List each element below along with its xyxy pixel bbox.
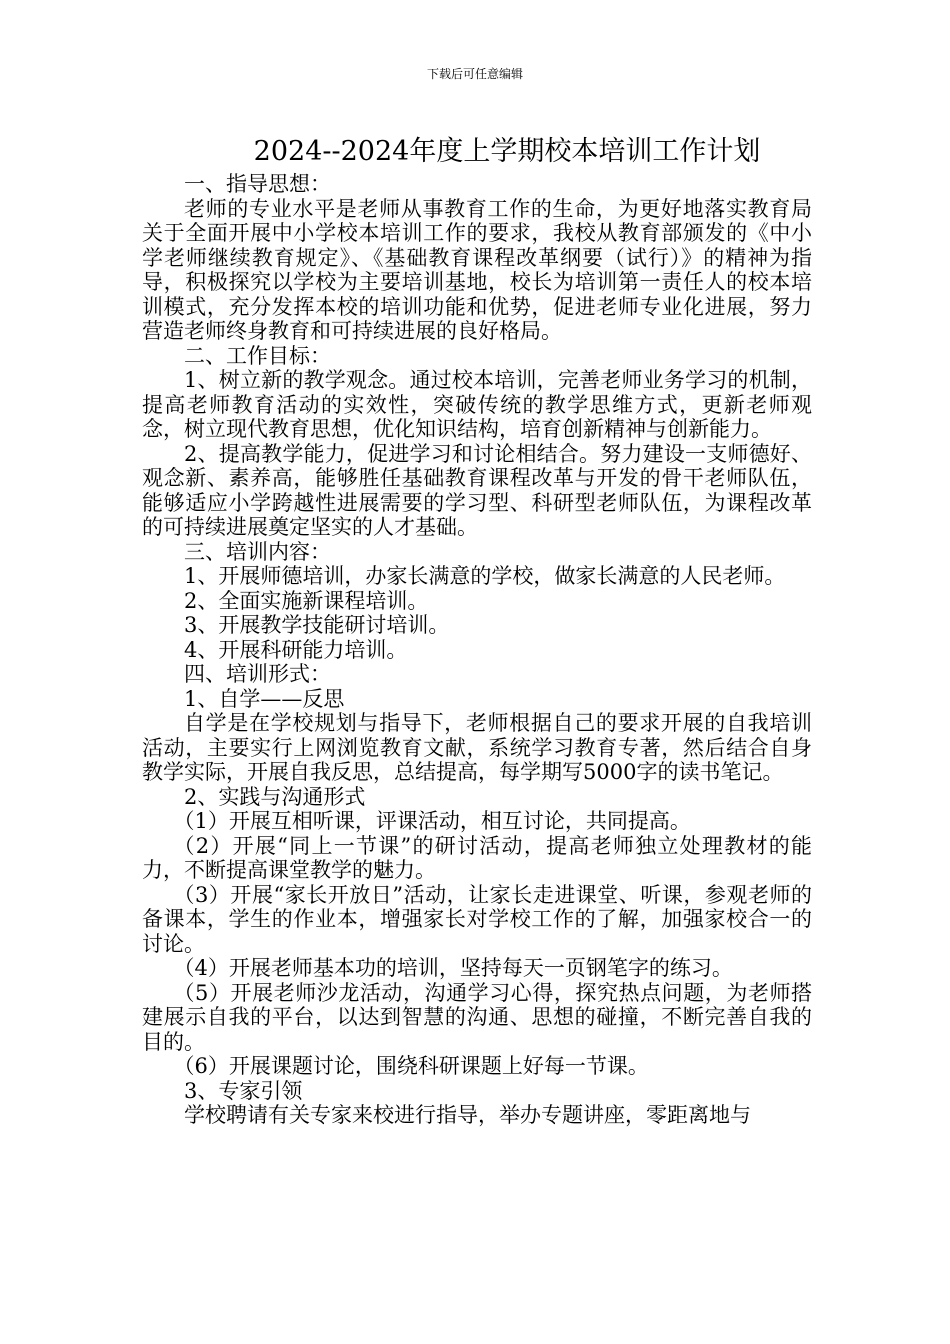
list-item: （2）开展“同上一节课”的研讨活动，提高老师独立处理教材的能力，不断提高课堂教学的魅力。 [142, 833, 812, 882]
subheading: 2、实践与沟通形式 [184, 784, 366, 809]
subheading: 3、专家引领 [184, 1078, 303, 1103]
page-header-note: 下载后可任意编辑 [426, 67, 523, 81]
document-title: 2024--2024年度上学期校本培训工作计划 [253, 136, 761, 167]
list-item: （4）开展老师基本功的培训，坚持每天一页钢笔字的练习。 [173, 956, 733, 980]
paragraph: 2、提高教学能力，促进学习和讨论相结合。努力建设一支师德好、观念新、素养高，能够胜任基础教育课程改革与开发的骨干老师队伍，能够适应小学跨越性进展需要的学习型、科研型老师队伍，为课程改革的可持续进展奠定坚实的人才基础。 [142, 441, 812, 539]
list-item: 2、全面实施新课程培训。 [184, 588, 429, 613]
list-item: 3、开展教学技能研讨培训。 [184, 613, 450, 637]
subheading: 1、自学——反思 [184, 686, 345, 711]
section-heading-work-goals: 二、工作目标： [184, 343, 331, 368]
paragraph: 1、树立新的教学观念。通过校本培训，完善老师业务学习的机制，提高老师教育活动的实效性，突破传统的教学思维方式，更新老师观念，树立现代教育思想，优化知识结构，培育创新精神与创新能力。 [142, 368, 812, 441]
list-item: 1、开展师德培训，办家长满意的学校，做家长满意的人民老师。 [184, 564, 786, 588]
list-item: （3）开展“家长开放日”活动，让家长走进课堂、听课，参观老师的备课本，学生的作业本，增强家长对学校工作的了解，加强家校合一的讨论。 [142, 882, 812, 956]
list-item: （6）开展课题讨论，围绕科研课题上好每一节课。 [173, 1054, 649, 1078]
list-item: 4、开展科研能力培训。 [184, 637, 408, 662]
paragraph: 老师的专业水平是老师从事教育工作的生命，为更好地落实教育局关于全面开展中小学校本培训工作的要求，我校从教育部颁发的《中小学老师继续教育规定》、《基础教育课程改革纲要（试行）》的精神为指导，积极探究以学校为主要培训基地，校长为培训第一责任人的校本培训模式，充分发挥本校的培训功能和优势，促进老师专业化进展，努力营造老师终身教育和可持续进展的良好格局。 [142, 196, 812, 343]
section-heading-training-forms: 四、培训形式： [184, 662, 331, 686]
section-heading-guiding-thought: 一、指导思想： [184, 172, 331, 196]
list-item: （1）开展互相听课，评课活动，相互讨论，共同提高。 [173, 809, 691, 833]
paragraph: 学校聘请有关专家来校进行指导，举办专题讲座，零距离地与 [184, 1103, 751, 1127]
paragraph: 自学是在学校规划与指导下，老师根据自己的要求开展的自我培训活动，主要实行上网浏览教育文献，系统学习教育专著，然后结合自身教学实际，开展自我反思，总结提高，每学期写5000字的读书笔记。 [142, 711, 812, 784]
section-heading-training-content: 三、培训内容： [184, 539, 331, 564]
document-body [142, 172, 812, 1128]
list-item: （5）开展老师沙龙活动，沟通学习心得，探究热点问题，为老师搭建展示自我的平台，以达到智慧的沟通、思想的碰撞，不断完善自我的目的。 [142, 980, 812, 1054]
